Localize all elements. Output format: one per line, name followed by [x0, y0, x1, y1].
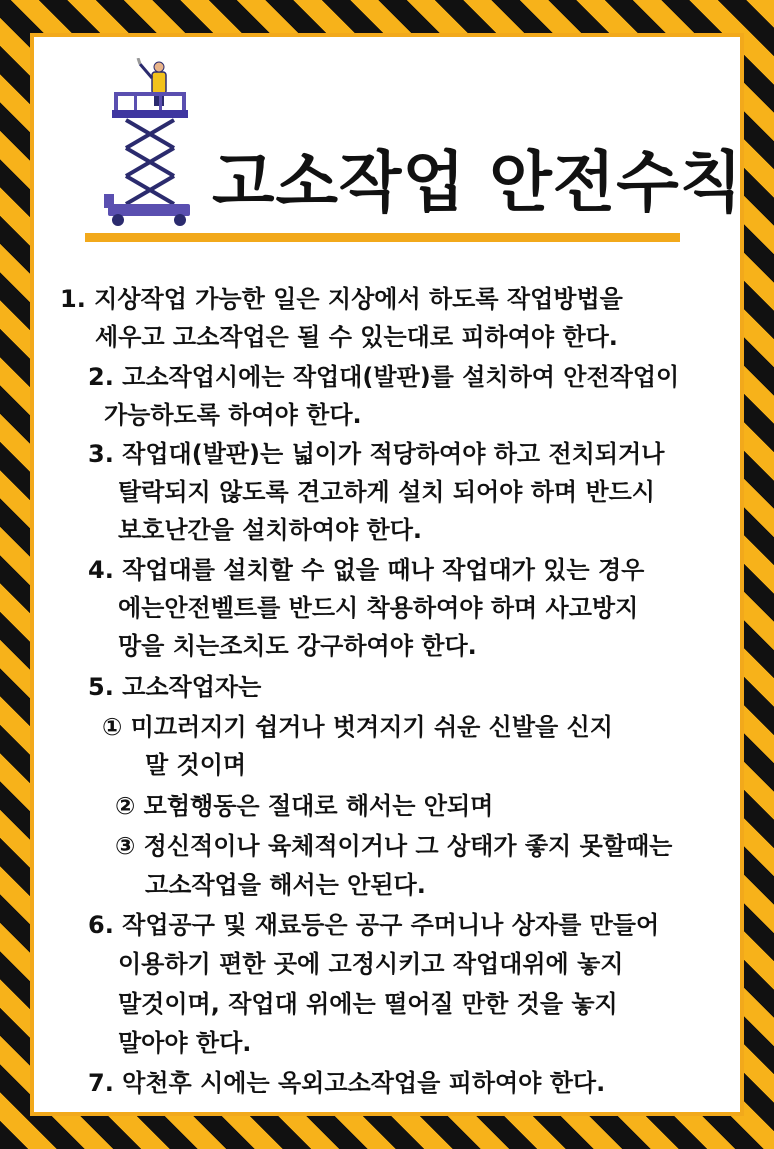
- item-6-line-2: 이용하기 편한 곳에 고정시키고 작업대위에 놓지: [118, 950, 624, 978]
- item-6-line-3: 말것이며, 작업대 위에는 떨어질 만한 것을 놓지: [118, 990, 618, 1018]
- item-4-line-1: 4. 작업대를 설치할 수 없을 때나 작업대가 있는 경우: [88, 556, 645, 584]
- item-3-line-3: 보호난간을 설치하여야 한다.: [118, 516, 423, 544]
- item-3-line-1: 3. 작업대(발판)는 넓이가 적당하여야 하고 전치되거나: [88, 440, 665, 468]
- item-5-3-line-1: ③ 정신적이나 육체적이거나 그 상태가 좋지 못할때는: [115, 832, 673, 860]
- title-underline: [85, 233, 680, 242]
- item-7-line-1: 7. 악천후 시에는 옥외고소작업을 피하여야 한다.: [88, 1069, 606, 1097]
- item-2-line-2: 가능하도록 하여야 한다.: [104, 401, 362, 429]
- item-5-1-line-2: 말 것이며: [145, 751, 247, 779]
- item-5-line-1: 5. 고소작업자는: [88, 673, 262, 701]
- item-1-line-1: 1. 지상작업 가능한 일은 지상에서 하도록 작업방법을: [60, 285, 623, 313]
- item-6-line-1: 6. 작업공구 및 재료등은 공구 주머니나 상자를 만들어: [88, 911, 660, 939]
- item-5-1-line-1: ① 미끄러지기 쉽거나 벗겨지기 쉬운 신발을 신지: [102, 713, 613, 741]
- item-2-line-1: 2. 고소작업시에는 작업대(발판)를 설치하여 안전작업이: [88, 363, 680, 391]
- page-title: 고소작업 안전수칙: [212, 144, 744, 221]
- item-3-line-2: 탈락되지 않도록 견고하게 설치 되어야 하며 반드시: [118, 478, 655, 506]
- item-4-line-3: 망을 치는조치도 강구하여야 한다.: [118, 632, 477, 660]
- item-6-line-4: 말아야 한다.: [118, 1029, 252, 1057]
- item-1-line-2: 세우고 고소작업은 될 수 있는대로 피하여야 한다.: [95, 323, 618, 351]
- item-5-2-line-1: ② 모험행동은 절대로 해서는 안되며: [115, 792, 494, 820]
- scissor-lift-worker-icon: [104, 58, 194, 228]
- item-5-3-line-2: 고소작업을 해서는 안된다.: [145, 871, 426, 899]
- item-4-line-2: 에는안전벨트를 반드시 착용하여야 하며 사고방지: [118, 594, 639, 622]
